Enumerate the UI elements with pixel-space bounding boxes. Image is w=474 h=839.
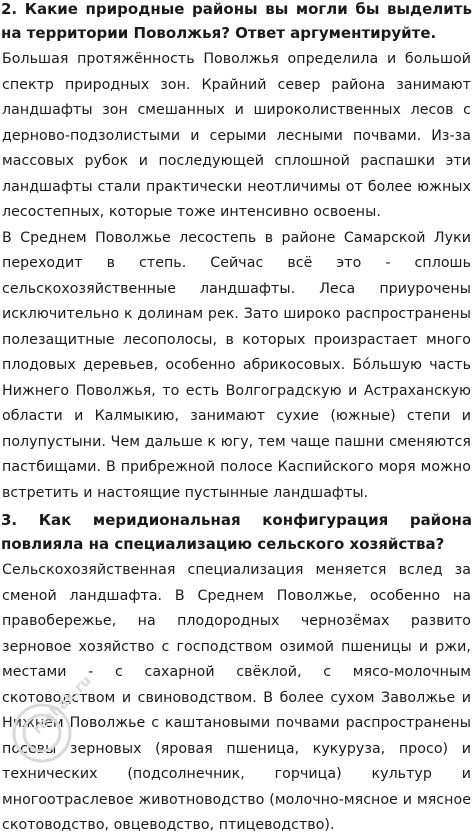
question-heading-2: 2. Какие природные районы вы могли бы выделить на территории Поволжья? Ответ аргументируйте.	[1, 0, 472, 42]
answer-paragraph-2-2: В Среднем Поволжье лесостепь в районе Самарской Луки переходит в степь. Сейчас всё это - сплошь сельскохозяйственные ландшафты. Леса приурочены исключительно к долинам рек. Зато широко распространены полезащитные лесополосы, в которых произрастает много плодовых деревьев, особенно абрикосовых. Бóльшую часть Нижнего Поволжья, то есть Волгоградскую и Астраханскую области и Калмыкию, занимают сухие (южные) степи и полупустыни. Чем дальше к югу, тем чаще пашни сменяются пастбищами. В прибрежной полосе Каспийского моря можно встретить и настоящие пустынные ландшафты.	[2, 229, 471, 501]
answer-paragraph-2-1: Большая протяжённость Поволжья определила и большой спектр природных зон. Крайний север района занимают ландшафты зон смешанных и широколиственных лесов с дерново-подзолистыми и серыми лесными почвами. Из-за массовых рубок и последующей сплошной распашки эти ландшафты стали практически неотличимы от более южных лесостепных, которые тоже интенсивно освоены.	[2, 51, 471, 220]
watermark-text: reshak.ru	[29, 672, 95, 738]
question-heading-3: 3. Как меридиональная конфигурация района повлияла на специализацию сельского хозяйства?	[1, 511, 472, 553]
answer-paragraph-3-1: Сельскохозяйственная специализация меняется вслед за сменой ландшафта. В Среднем Поволжье, особенно на правобережье, на плодородных чернозёмах развито зерновое хозяйство с господством озимой пшеницы и ржи, местами - с сахарной свёклой, с мясо-молочным скотоводством и свиноводством. В более сухом Заволжье и Нижнем Поволжье с каштановыми почвами распространены посевы зерновых (яровая пшеница, кукуруза, просо) и технических (подсолнечник, горчица) культур и многоотраслевое животноводство (молочно-мясное и мясное скотоводство, овцеводство, птицеводство).	[2, 562, 471, 833]
